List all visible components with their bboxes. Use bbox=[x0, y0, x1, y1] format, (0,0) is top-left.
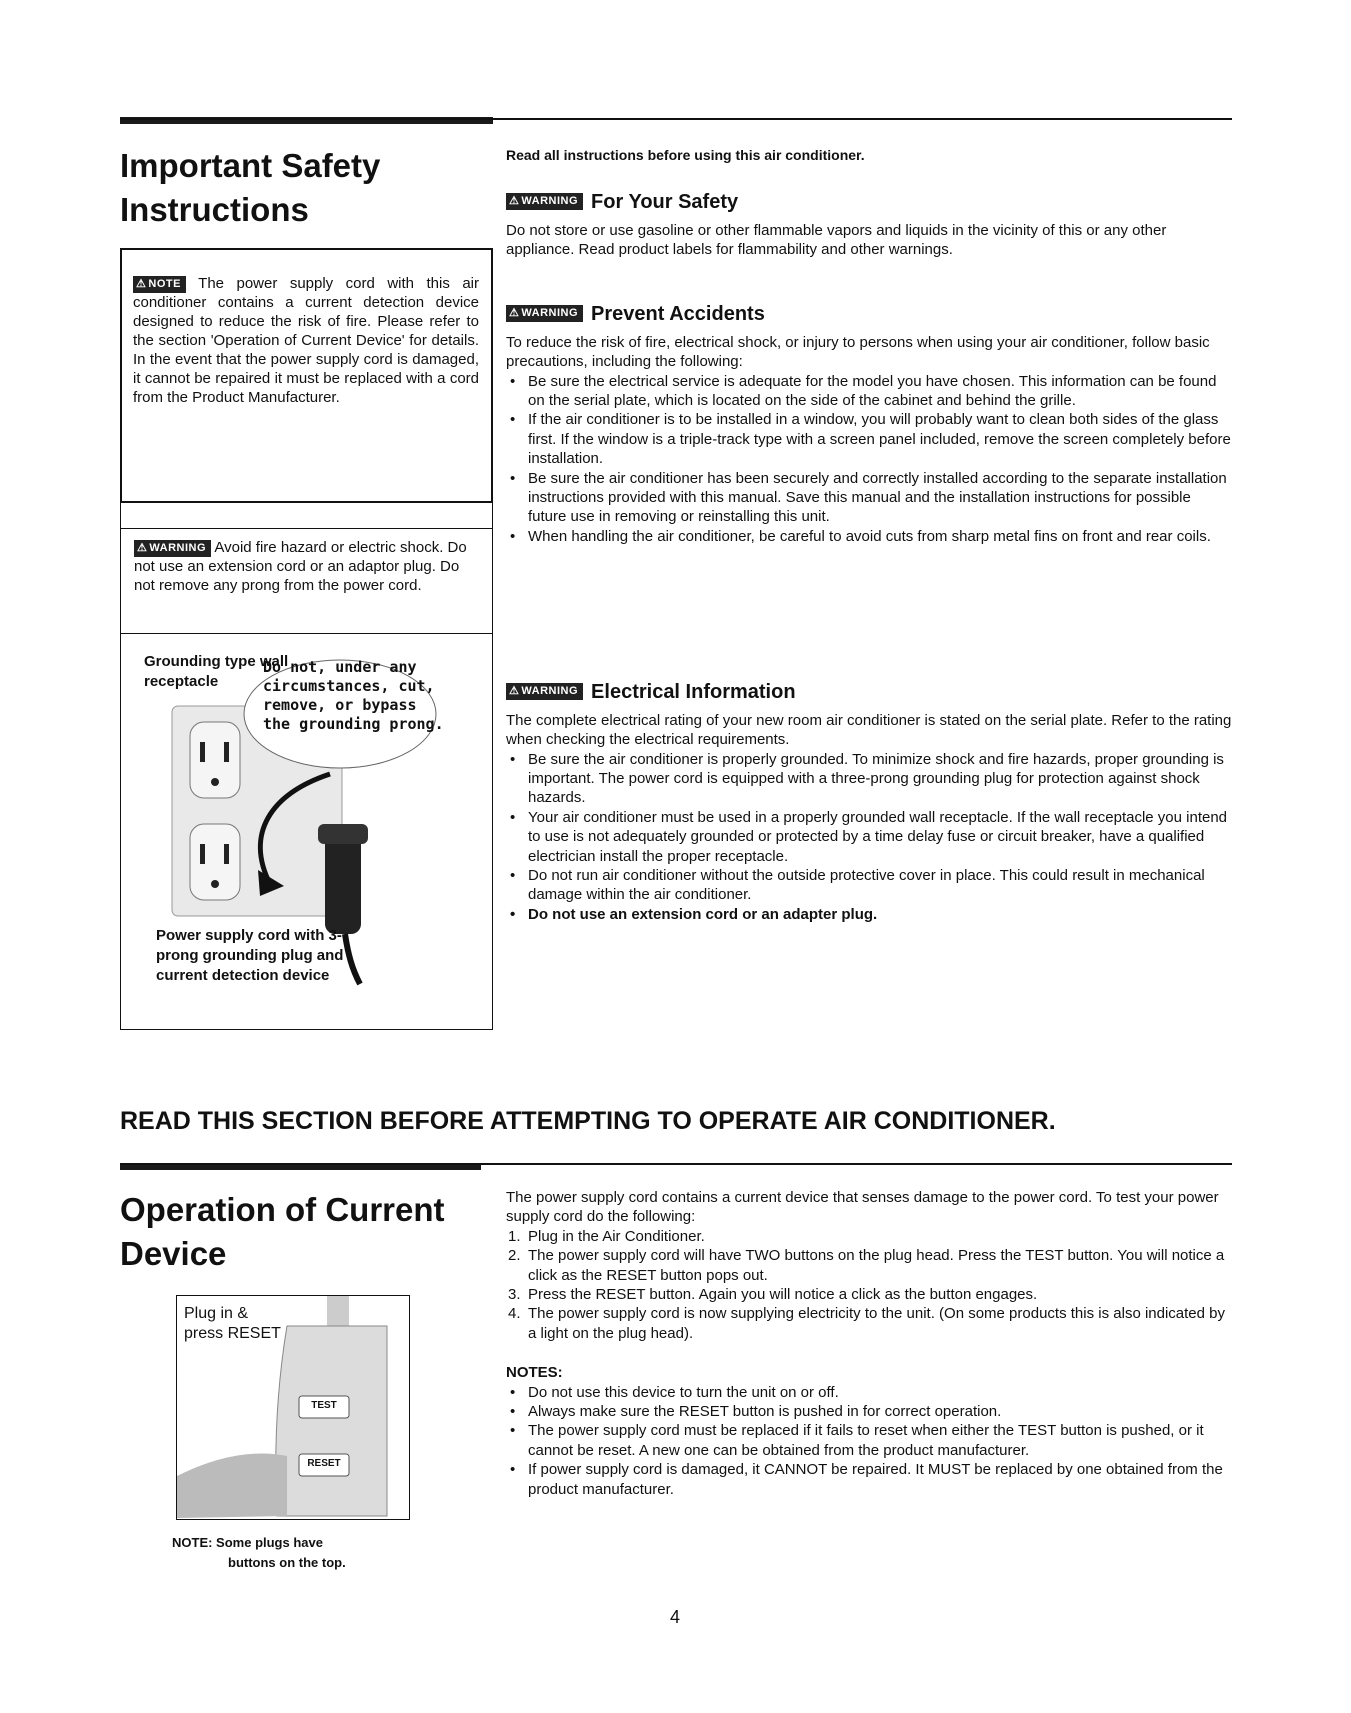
operation-title-line2: Device bbox=[120, 1235, 227, 1272]
test-label: TEST bbox=[311, 1400, 337, 1411]
grounding-label-bottom: Power supply cord with 3-prong grounding plug and current detection device bbox=[156, 927, 344, 984]
safety-tag-label: WARNING bbox=[521, 195, 579, 208]
plug-body bbox=[276, 1326, 387, 1516]
operation-intro: The power supply cord contains a current device that senses damage to the power cord. To test your power supply cord do the following: bbox=[506, 1189, 1219, 1226]
step-item bbox=[506, 1285, 1232, 1304]
note-item: • The power supply cord must be replaced if it fails to reset when either the TEST button is pushed, or it cannot be reset. A new one can be obtained from the product manufacturer. bbox=[506, 1421, 1232, 1460]
step-number: 4. bbox=[508, 1305, 521, 1323]
accidents-tag-label: WARNING bbox=[521, 307, 579, 320]
outlet-bottom bbox=[190, 824, 240, 900]
step-number: 2. bbox=[508, 1247, 521, 1265]
plug-label-2: press RESET bbox=[184, 1325, 281, 1342]
safety-heading bbox=[506, 188, 1232, 215]
operation-text bbox=[506, 1188, 1232, 1499]
operation-title-line1: Operation of Current bbox=[120, 1191, 445, 1228]
list-item: • Be sure the air conditioner is properly grounded. To minimize shock and fire hazards, proper grounding is important. The power cord is equipped with a three-prong grounding plug for protection against shock hazards. bbox=[506, 750, 1232, 808]
grounding-callout: Do not, under any circumstances, cut, remove, or bypass the grounding prong. bbox=[263, 658, 444, 733]
list-item: • If the air conditioner is to be installed in a window, you will probably want to clean both sides of the glass first. If the window is a triple-track type with a screen panel included, remove the screen completely before installation. bbox=[506, 410, 1232, 468]
list-item: • Be sure the electrical service is adequate for the model you have chosen. This information can be found on the serial plate, which is located on the side of the cabinet and behind the grille. bbox=[506, 372, 1232, 411]
plug-caption-1: NOTE: Some plugs have bbox=[172, 1535, 323, 1550]
step-text: The power supply cord is now supplying electricity to the unit. (On some products this is also indicated by a light on the plug head). bbox=[528, 1305, 1226, 1342]
list-item-bold: • Do not use an extension cord or an adapter plug. bbox=[506, 905, 1232, 924]
safety-section bbox=[506, 188, 1232, 260]
outlet-top bbox=[190, 722, 240, 798]
list-item: • Do not run air conditioner without the outside protective cover in place. This could result in mechanical damage within the air conditioner. bbox=[506, 866, 1232, 905]
plug-cord bbox=[327, 1296, 349, 1326]
safety-tag bbox=[506, 193, 583, 210]
accidents-section bbox=[506, 300, 1232, 546]
note-item: • Always make sure the RESET button is pushed in for correct operation. bbox=[506, 1402, 1232, 1421]
alert-triangle-icon: ⚠ bbox=[509, 685, 520, 698]
electrical-intro: The complete electrical rating of your new room air conditioner is stated on the serial plate. Refer to the rating when checking the electrical requirements. bbox=[506, 711, 1232, 749]
step-number: 3. bbox=[508, 1286, 521, 1304]
warning-tag bbox=[134, 540, 211, 557]
plug-label-1: Plug in & bbox=[184, 1305, 249, 1322]
page-number: 4 bbox=[669, 1607, 680, 1627]
top-title bbox=[120, 144, 480, 232]
note-tag-label: NOTE bbox=[148, 277, 181, 290]
electrical-tag-label: WARNING bbox=[521, 685, 579, 698]
step-text: The power supply cord will have TWO buttons on the plug head. Press the TEST button. You will notice a click as the RESET button pops out. bbox=[528, 1247, 1225, 1284]
reset-label: RESET bbox=[307, 1458, 341, 1469]
step-number: 1. bbox=[508, 1227, 521, 1245]
warning-tag-label: WARNING bbox=[149, 541, 207, 554]
notes-title: NOTES: bbox=[506, 1364, 563, 1382]
electrical-tag bbox=[506, 683, 583, 700]
list-item: • Your air conditioner must be used in a properly grounded wall receptacle. If the wall receptacle you intend to use is not adequately grounded or protected by a time delay fuse or circuit breaker, have a qualified electrician install the proper receptacle. bbox=[506, 808, 1232, 866]
operation-title bbox=[120, 1188, 490, 1276]
grounding-label-top: Grounding type wall receptacle bbox=[144, 653, 289, 690]
warning-text: Avoid fire hazard or electric shock. Do not use an extension cord or an adaptor plug. Do not remove any prong from the power cord. bbox=[134, 539, 467, 594]
safety-text: Do not store or use gasoline or other flammable vapors and liquids in the vicinity of this or any other appliance. Read product labels for flammability and other warnings. bbox=[506, 221, 1167, 259]
note-tag bbox=[133, 276, 186, 293]
read-section-banner: READ THIS SECTION BEFORE ATTEMPTING TO OPERATE AIR CONDITIONER. bbox=[120, 1107, 1056, 1135]
hand-icon bbox=[177, 1454, 287, 1519]
list-item: • When handling the air conditioner, be careful to avoid cuts from sharp metal fins on front and rear coils. bbox=[506, 527, 1232, 546]
top-section-rule bbox=[120, 118, 1232, 120]
accidents-title: Prevent Accidents bbox=[591, 302, 765, 325]
list-item: • Be sure the air conditioner has been securely and correctly installed according to the separate installation instructions provided with this manual. Save this manual and the installation instructions for possible future use in removing or reinstalling this unit. bbox=[506, 469, 1232, 527]
warning-box bbox=[120, 528, 493, 634]
safety-title: For Your Safety bbox=[591, 190, 739, 213]
alert-triangle-icon: ⚠ bbox=[136, 277, 147, 290]
electrical-title: Electrical Information bbox=[591, 680, 796, 703]
note-text: The power supply cord with this air conditioner contains a current detection device designed to reduce the risk of fire. Please refer to the section 'Operation of Current Device' for details. In the event that the power supply cord is damaged, it cannot be repaired it must be replaced with a cord from the Product Manufacturer. bbox=[133, 275, 479, 406]
note-item: • If power supply cord is damaged, it CANNOT be repaired. It MUST be replaced by one obtained from the product manufacturer. bbox=[506, 1460, 1232, 1499]
accidents-tag bbox=[506, 305, 583, 322]
lead-text: Read all instructions before using this air conditioner. bbox=[506, 147, 865, 163]
plug-figure bbox=[176, 1295, 410, 1520]
alert-triangle-icon: ⚠ bbox=[509, 195, 520, 208]
step-item bbox=[506, 1246, 1232, 1285]
operation-section-rule bbox=[120, 1163, 1232, 1165]
electrical-heading bbox=[506, 678, 1232, 705]
page-title-line2: Instructions bbox=[120, 191, 309, 228]
step-text: Plug in the Air Conditioner. bbox=[528, 1227, 705, 1245]
accidents-intro: To reduce the risk of fire, electrical shock, or injury to persons when using your air conditioner, follow basic precautions, including the following: bbox=[506, 333, 1210, 371]
step-item bbox=[506, 1227, 1232, 1246]
step-item bbox=[506, 1304, 1232, 1343]
page-title-line1: Important Safety bbox=[120, 147, 381, 184]
alert-triangle-icon: ⚠ bbox=[509, 307, 520, 320]
electrical-section bbox=[506, 678, 1232, 924]
step-text: Press the RESET button. Again you will notice a click as the button engages. bbox=[528, 1286, 1038, 1304]
accidents-heading bbox=[506, 300, 1232, 327]
grounding-figure bbox=[120, 634, 493, 1030]
alert-triangle-icon: ⚠ bbox=[137, 541, 148, 554]
note-box bbox=[120, 248, 493, 503]
plug-caption-2: buttons on the top. bbox=[228, 1555, 346, 1570]
note-item: • Do not use this device to turn the unit on or off. bbox=[506, 1383, 1232, 1402]
